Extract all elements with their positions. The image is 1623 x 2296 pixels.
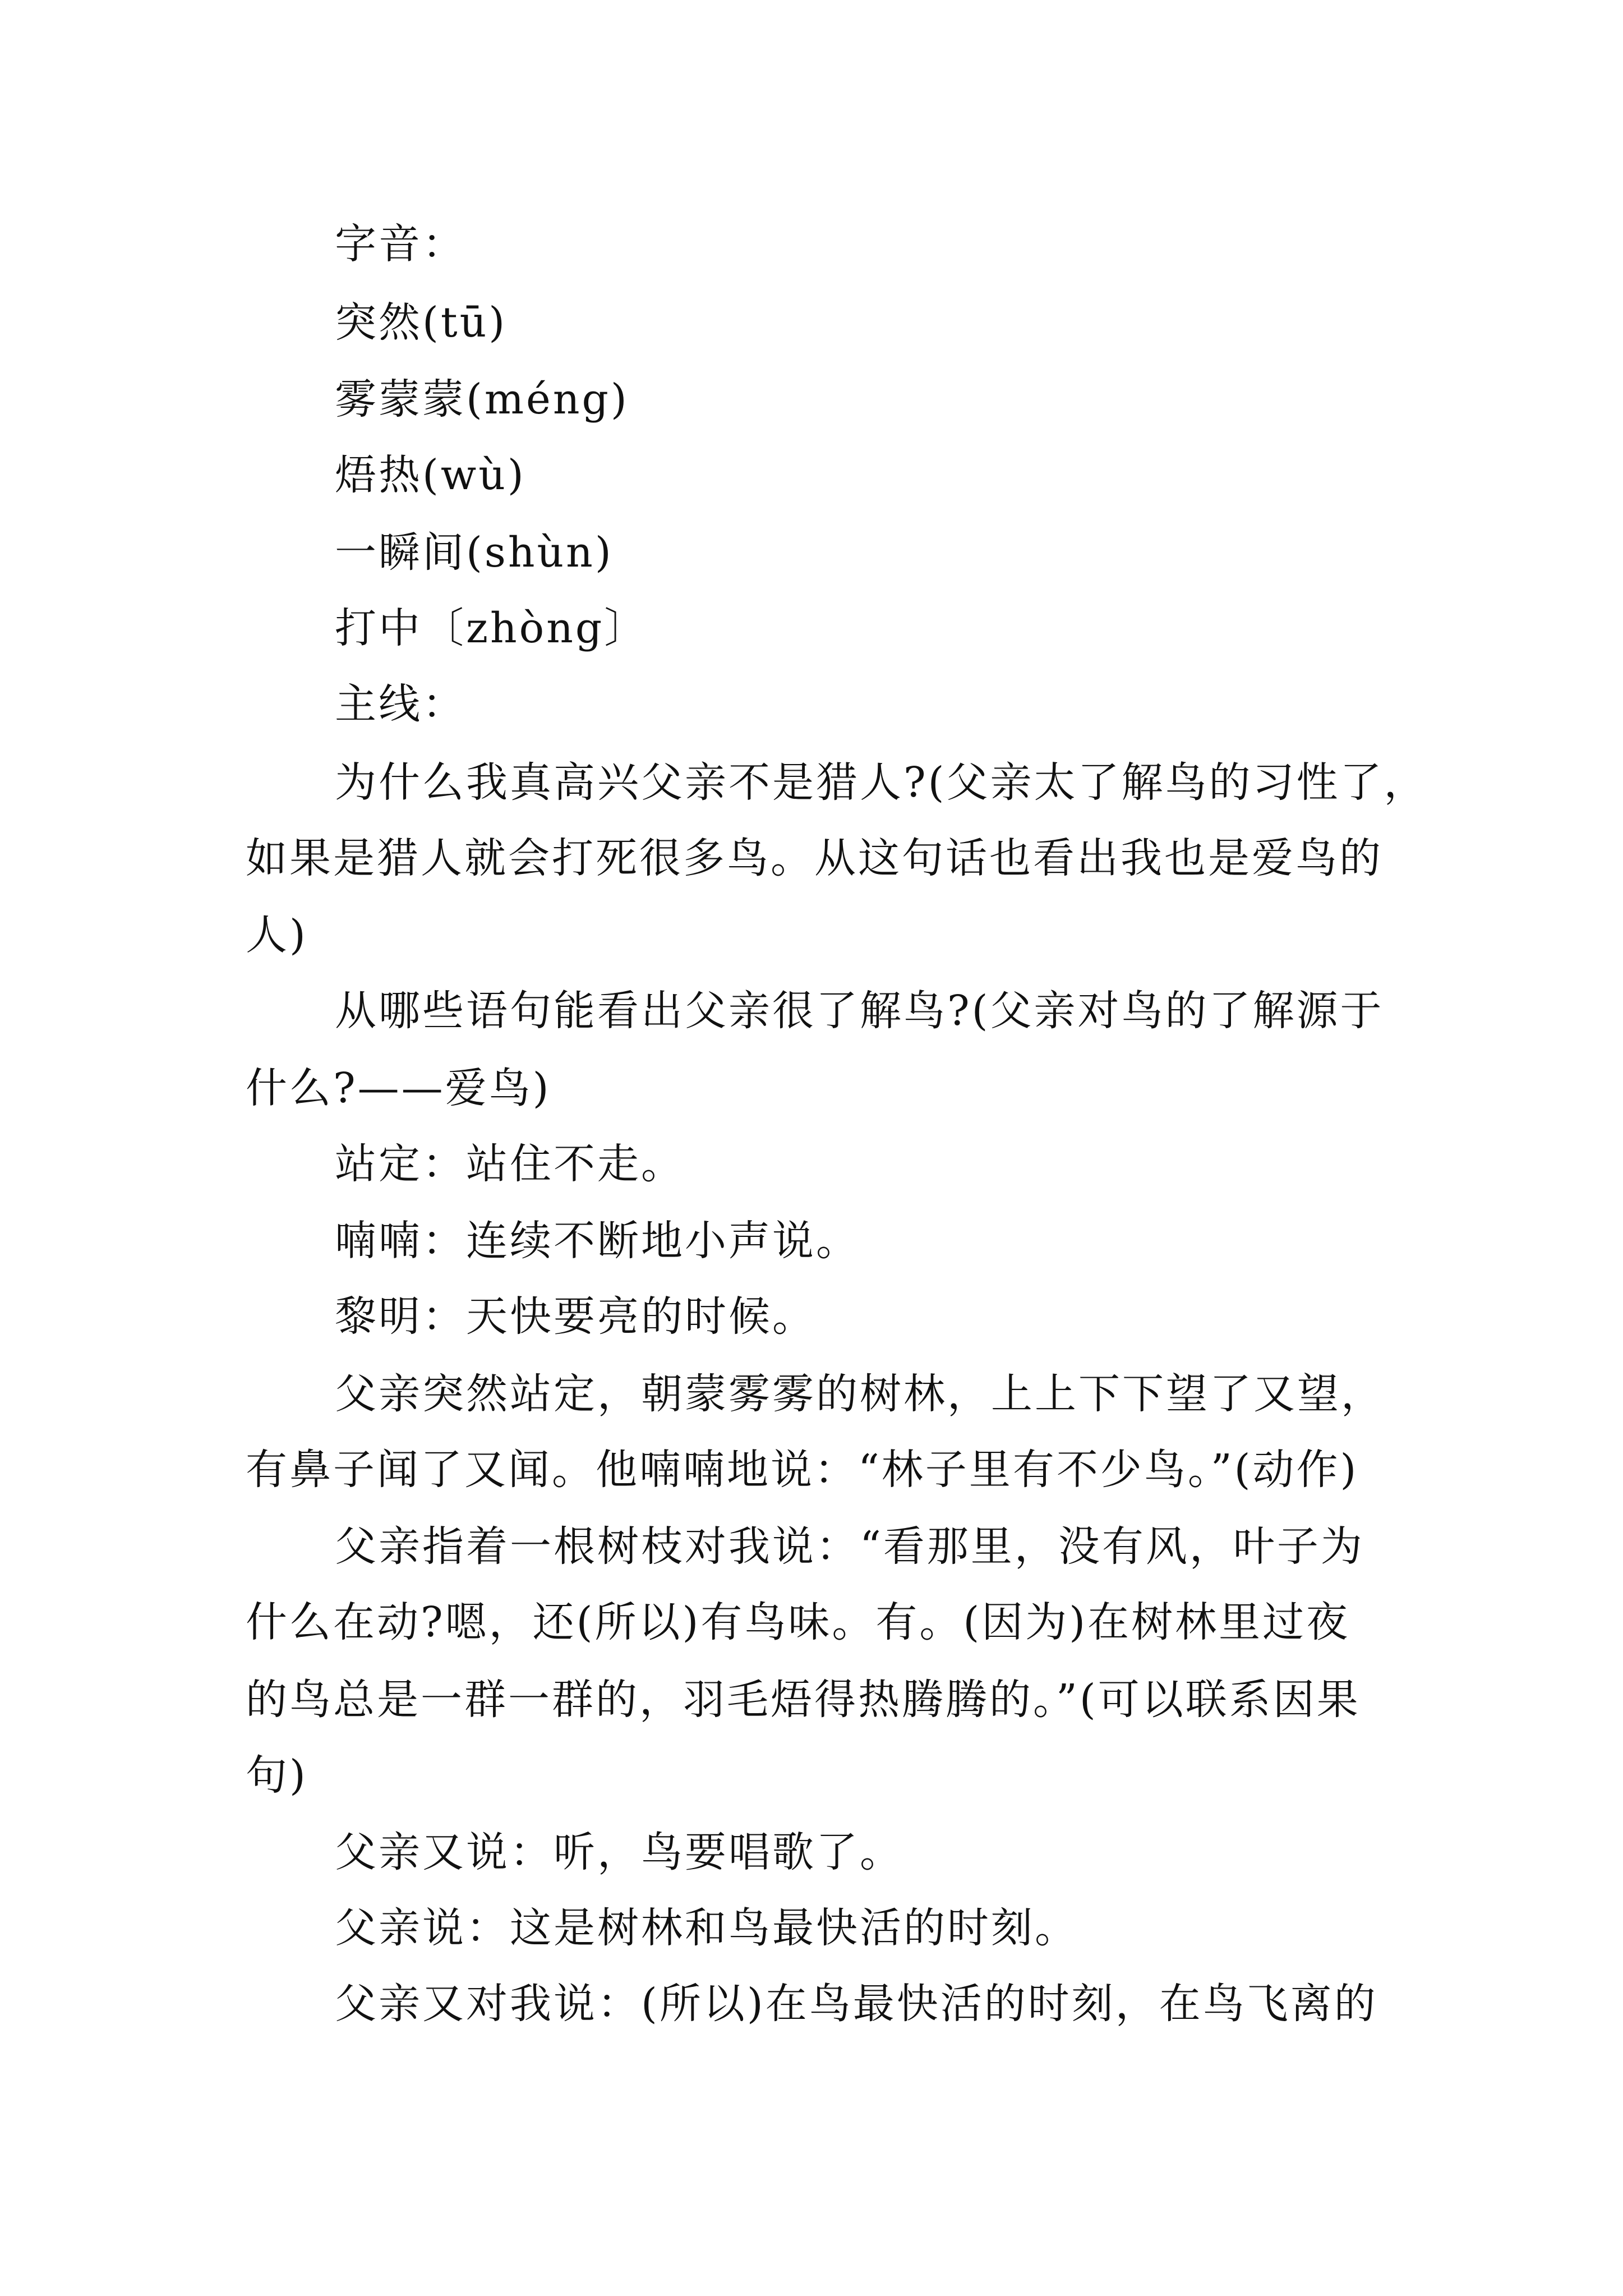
pronunciation-item: 打中〔zhòng〕 [335,604,648,652]
vocabulary-definition: 站定：站住不走。 [335,1140,685,1188]
paragraph-line: 为什么我真高兴父亲不是猎人?(父亲太了解鸟的习性了， [335,758,1428,807]
pronunciation-item: 雾蒙蒙(méng) [335,375,629,424]
pronunciation-item: 焐热(wù) [335,451,526,499]
pronunciation-item: 一瞬间(shùn) [335,528,614,577]
vocabulary-definition: 黎明：天快要亮的时候。 [335,1292,816,1341]
paragraph-line: 什么?——爱鸟) [246,1064,551,1112]
paragraph-line: 从哪些语句能看出父亲很了解鸟?(父亲对鸟的了解源于 [335,987,1384,1035]
paragraph-line: 父亲又对我说：(所以)在鸟最快活的时刻，在鸟飞离的 [335,1980,1378,2028]
paragraph-line: 句) [246,1751,308,1800]
paragraph-line: 父亲突然站定，朝蒙雾雾的树林，上上下下望了又望， [335,1370,1385,1418]
paragraph-line: 父亲指着一根树枝对我说：“看那里，没有风，叶子为 [335,1522,1364,1571]
heading-pronunciation: 字音： [335,220,466,268]
paragraph-line: 人) [246,911,308,959]
pronunciation-item: 突然(tū) [335,298,508,347]
paragraph-line: 父亲又说：听，鸟要唱歌了。 [335,1828,903,1876]
paragraph-line: 父亲说：这是树林和鸟最快活的时刻。 [335,1904,1078,1952]
heading-main-thread: 主线： [335,680,466,728]
vocabulary-definition: 喃喃：连续不断地小声说。 [335,1217,860,1265]
paragraph-line: 什么在动?嗯，还(所以)有鸟味。有。(因为)在树林里过夜 [246,1598,1350,1646]
paragraph-line: 的鸟总是一群一群的，羽毛焐得热腾腾的。”(可以联系因果 [246,1676,1361,1724]
paragraph-line: 有鼻子闻了又闻。他喃喃地说：“林子里有不少鸟。”(动作) [246,1446,1359,1494]
paragraph-line: 如果是猎人就会打死很多鸟。从这句话也看出我也是爱鸟的 [246,834,1383,882]
